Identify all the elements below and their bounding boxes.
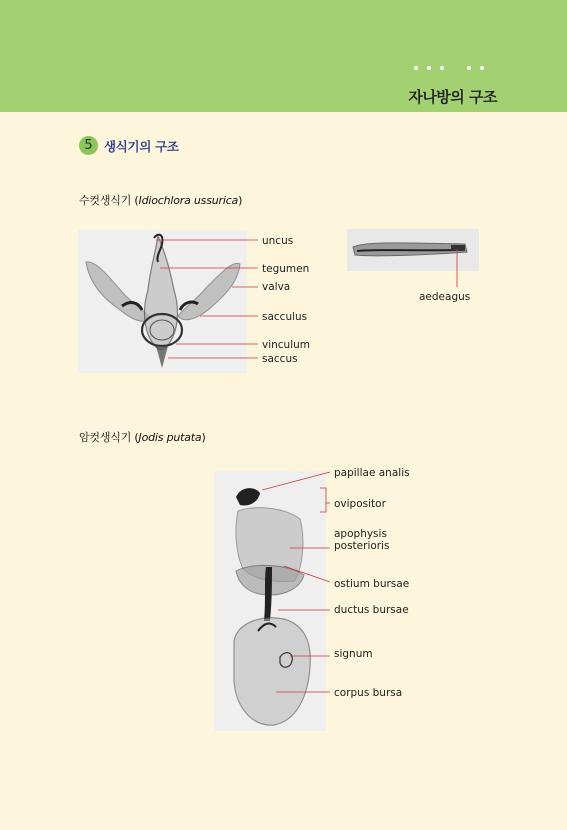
female-subtitle-suffix: ) [201,431,206,444]
female-subtitle [79,429,206,445]
female-species-name: Jodis putata [138,431,202,444]
aedeagus-photo [347,229,479,271]
decorative-dots [414,66,493,70]
male-species-name: Idiochlora ussurica [138,194,239,207]
label-corpus-bursa: corpus bursa [334,687,403,699]
label-valva: valva [262,281,291,293]
label-uncus: uncus [262,235,294,247]
section-title: 생식기의 구조 [104,139,179,154]
label-sacculus: sacculus [262,311,308,323]
label-apophysis: apophysis [334,528,387,540]
label-ovipositor: ovipositor [334,498,386,510]
label-signum: signum [334,648,373,660]
label-ostium-bursae: ostium bursae [334,578,410,590]
female-subtitle-prefix: 암컷생식기 ( [79,431,139,444]
label-posterioris: posterioris [334,540,390,552]
section-number-badge: 5 [79,136,98,155]
label-ductus-bursae: ductus bursae [334,604,409,616]
male-subtitle [79,192,242,208]
label-papillae-analis: papillae analis [334,467,410,479]
male-subtitle-suffix: ) [238,194,243,207]
page-title: 자나방의 구조 [408,88,497,106]
female-genitalia-photo [214,471,326,731]
label-saccus: saccus [262,353,298,365]
male-subtitle-prefix: 수컷생식기 ( [79,194,139,207]
label-tegumen: tegumen [262,263,310,275]
label-aedeagus: aedeagus [419,291,471,303]
male-genitalia-photo [78,230,247,373]
header-band [0,0,567,112]
label-vinculum: vinculum [262,339,311,351]
